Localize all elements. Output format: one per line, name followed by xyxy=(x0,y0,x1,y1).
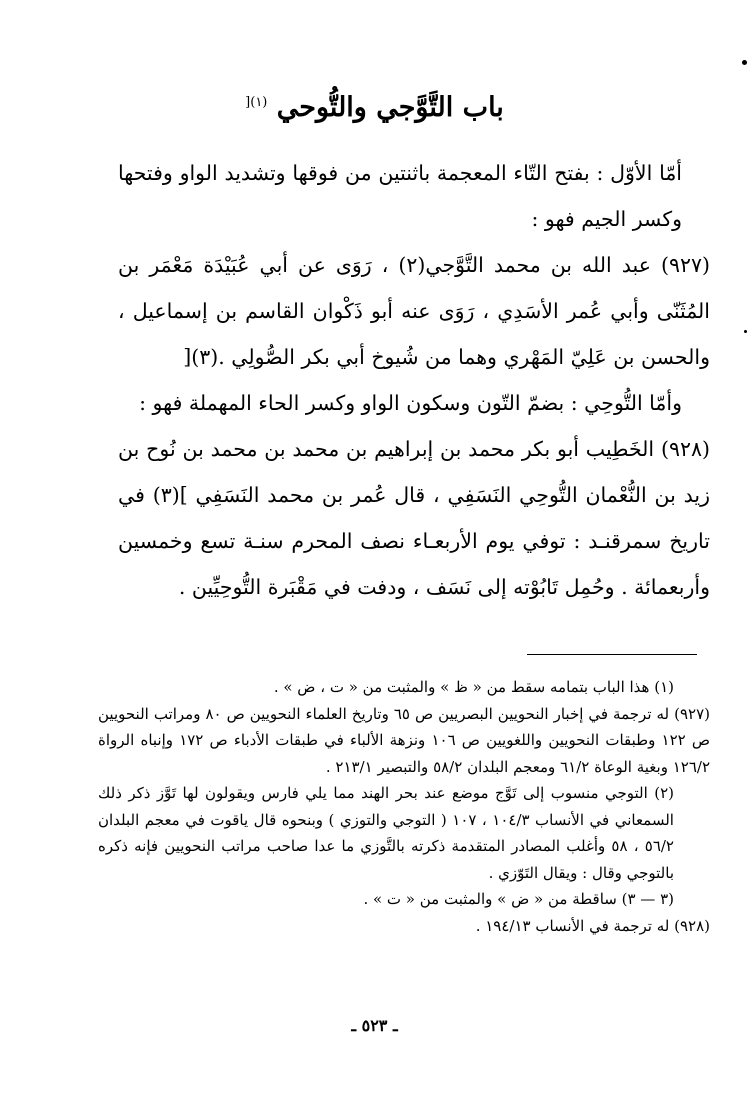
chapter-title xyxy=(0,92,749,123)
footnote-928: (٩٢٨) له ترجمة في الأنساب ١٩٤/١٣ . xyxy=(475,916,710,935)
intro-paragraph-first: أمّا الأوّل : بفتح التّاء المعجمة باثنتين من فوقها وتشديد الواو وفتحها وكسر الجيم فهو : xyxy=(118,161,682,231)
footnote-1: (١) هذا الباب بتمامه سقط من « ظ » والمثبت من « ت ، ض » . xyxy=(273,678,674,696)
main-text xyxy=(118,150,710,610)
entry-927: (٩٢٧) عبد الله بن محمد التَّوَّجي(٢) ، رَوَى عن أبي عُبَيْدَة مَعْمَر بن المُثَنّى وأبي عُمر الأسَدِي ، رَوَى عنه أبو ذَكْوان القاسم بن إسماعيل ، والحسن بن عَلِيّ المَهْري وهما من شُيوخ أبي بكر الصُّولِي .(٣)[ xyxy=(118,253,710,369)
chapter-title-text: باب التَّوَّجي والتُّوحي xyxy=(276,92,504,123)
entry-928: (٩٢٨) الخَطِيب أبو بكر محمد بن إبراهيم بن محمد بن محمد بن نُوح بن زيد بن النُّعْمان التُّوحِي النَسَفِي ، قال عُمر بن محمد النَسَفِي ](٣) في تاريخ سمرقنـد : توفي يوم الأربعـاء نصف المحرم سنـة تسع وخمسين وأربعمائة . وحُمِل تَابُوْته إلى نَسَف ، ودفت في مَقْبَرة التُّوحِيِّين . xyxy=(118,437,710,599)
footnotes xyxy=(98,674,710,939)
footnote-3: (٣ — ٣) ساقطة من « ض » والمثبت من « ت » . xyxy=(363,890,674,908)
footnote-separator xyxy=(527,654,697,655)
footnote-2: (٢) التوجي منسوب إلى تَوَّج موضع عند بحر الهند مما يلي فارس ويقولون لها تَوَّز ذكر ذلك السمعاني في الأنساب ١٠٤/٣ ، ١٠٧ ( التوجي والتوزي ) وبنحوه قال ياقوت في معجم البلدان ٥٦/٢ ، ٥٨ وأغلب المصادر المتقدمة ذكرته بالتَّوزي ما عدا صاحب مراتب النحويين فإنه ذكره بالتوجي وقال : ويقال التَوّزي . xyxy=(98,784,674,882)
title-footnote-ref: (١)[ xyxy=(245,95,268,110)
footnote-927: (٩٢٧) له ترجمة في إخبار النحويين البصريين ص ٦٥ وتاريخ العلماء النحويين ص ٨٠ ومراتب النحويين ص ١٢٢ وطبقات النحويين واللغويين ص ١٠٦ ونزهة الألباء في طبقات الأدباء ص ١٧٢ وإنباه الرواة ١٢٦/٢ وبغية الوعاة ٦١/٢ ومعجم البلدان ٥٨/٢ والتبصير ٢١٣/١ . xyxy=(98,704,710,776)
margin-mark xyxy=(742,60,747,65)
intro-paragraph-second: وأمّا التُّوحِي : بضمّ التّون وسكون الواو وكسر الحاء المهملة فهو : xyxy=(139,391,682,415)
margin-mark xyxy=(744,330,747,333)
page-number: ـ ٥٢٣ ـ xyxy=(351,1016,398,1035)
